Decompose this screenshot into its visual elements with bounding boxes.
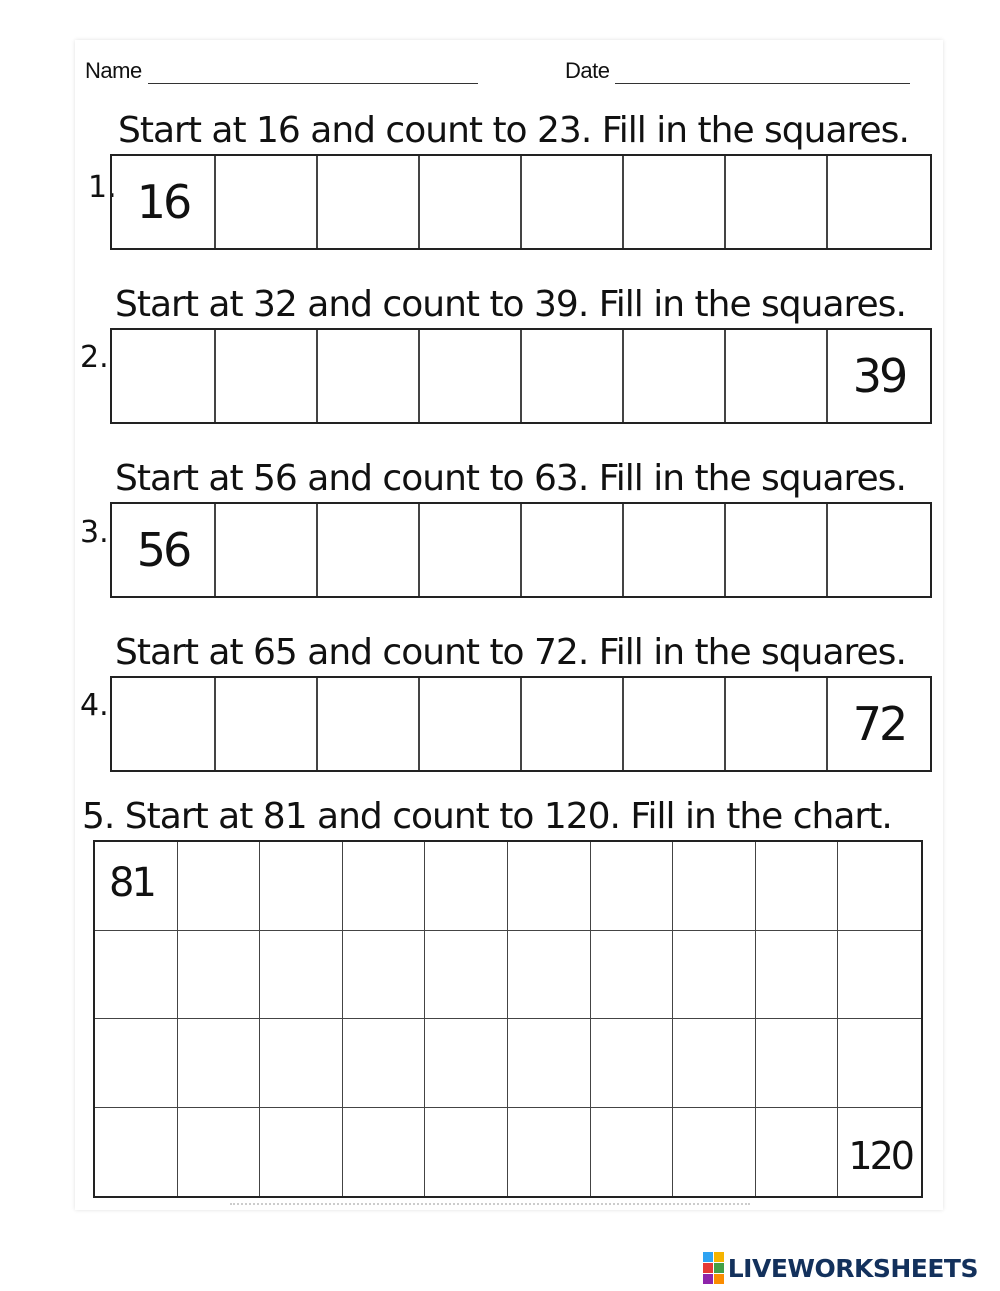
chart-cell[interactable] (756, 1019, 839, 1108)
chart-cell[interactable] (260, 1019, 343, 1108)
question-2-row (110, 328, 932, 424)
liveworksheets-brand (703, 1252, 978, 1284)
answer-square[interactable] (828, 156, 930, 248)
footer-faint-text (230, 1203, 750, 1211)
chart-cell[interactable] (178, 1108, 261, 1197)
answer-square[interactable] (726, 504, 828, 596)
answer-square[interactable] (726, 678, 828, 770)
answer-square[interactable] (318, 678, 420, 770)
chart-cell[interactable] (343, 931, 426, 1020)
question-2-prompt: Start at 32 and count to 39. Fill in the squares. (115, 284, 906, 325)
question-1-number: 1. (88, 170, 117, 205)
name-field[interactable] (85, 58, 478, 84)
question-2-number: 2. (80, 340, 109, 375)
logo-block (703, 1263, 713, 1273)
question-3-prompt: Start at 56 and count to 63. Fill in the squares. (115, 458, 906, 499)
chart-cell[interactable] (838, 1108, 921, 1197)
chart-cell[interactable] (838, 931, 921, 1020)
answer-square[interactable] (216, 330, 318, 422)
date-label: Date (565, 58, 610, 83)
answer-square[interactable] (216, 678, 318, 770)
answer-square[interactable] (726, 156, 828, 248)
chart-cell[interactable] (673, 842, 756, 931)
chart-cell[interactable] (838, 842, 921, 931)
chart-cell[interactable] (425, 842, 508, 931)
hundred-chart (93, 840, 923, 1198)
chart-cell[interactable] (425, 1019, 508, 1108)
chart-cell[interactable] (260, 842, 343, 931)
name-label: Name (85, 58, 142, 83)
answer-square[interactable]: 72 (852, 697, 906, 751)
chart-cell[interactable] (591, 931, 674, 1020)
question-1-row (110, 154, 932, 250)
chart-cell[interactable] (591, 1019, 674, 1108)
answer-square[interactable]: 39 (852, 349, 906, 403)
answer-square[interactable] (624, 678, 726, 770)
chart-cell[interactable] (425, 931, 508, 1020)
chart-cell[interactable] (756, 931, 839, 1020)
answer-square[interactable] (624, 330, 726, 422)
answer-square[interactable] (112, 678, 216, 770)
chart-cell[interactable] (673, 1108, 756, 1197)
chart-cell[interactable] (756, 842, 839, 931)
answer-square[interactable]: 16 (112, 156, 216, 248)
answer-square[interactable] (522, 330, 624, 422)
question-1-prompt: Start at 16 and count to 23. Fill in the squares. (118, 110, 909, 151)
answer-square[interactable] (420, 678, 522, 770)
chart-cell[interactable] (95, 1019, 178, 1108)
chart-cell[interactable] (343, 1108, 426, 1197)
answer-square[interactable] (216, 504, 318, 596)
chart-cell[interactable] (260, 1108, 343, 1197)
logo-block (714, 1252, 724, 1262)
logo-block (714, 1274, 724, 1284)
answer-square[interactable] (318, 504, 420, 596)
logo-block (714, 1263, 724, 1273)
answer-square[interactable] (522, 678, 624, 770)
logo-block (703, 1274, 713, 1284)
chart-cell[interactable] (838, 1019, 921, 1108)
chart-cell[interactable] (508, 1019, 591, 1108)
name-line[interactable] (148, 63, 478, 84)
answer-square[interactable] (318, 156, 420, 248)
question-4-number: 4. (80, 688, 109, 723)
chart-cell[interactable] (673, 931, 756, 1020)
answer-square[interactable] (522, 504, 624, 596)
chart-start-value: 81 (109, 860, 154, 906)
chart-cell[interactable] (95, 1108, 178, 1197)
chart-cell[interactable] (591, 1108, 674, 1197)
chart-cell[interactable] (756, 1108, 839, 1197)
question-4-row (110, 676, 932, 772)
answer-square[interactable] (522, 156, 624, 248)
question-3-row (110, 502, 932, 598)
chart-cell[interactable] (425, 1108, 508, 1197)
answer-square[interactable] (420, 156, 522, 248)
brand-name: LIVEWORKSHEETS (727, 1253, 978, 1283)
chart-cell[interactable] (178, 1019, 261, 1108)
answer-square[interactable] (216, 156, 318, 248)
answer-square[interactable] (726, 330, 828, 422)
chart-cell[interactable] (178, 842, 261, 931)
answer-square[interactable] (624, 156, 726, 248)
chart-cell[interactable] (95, 842, 178, 931)
date-line[interactable] (615, 63, 910, 84)
date-field[interactable] (565, 58, 910, 84)
liveworksheets-logo-icon (703, 1252, 724, 1284)
question-5-prompt: 5. Start at 81 and count to 120. Fill in the chart. (82, 796, 892, 837)
chart-cell[interactable] (95, 931, 178, 1020)
chart-cell[interactable] (260, 931, 343, 1020)
logo-block (703, 1252, 713, 1262)
chart-end-value: 120 (848, 1133, 912, 1178)
answer-square[interactable] (420, 504, 522, 596)
answer-square[interactable] (828, 504, 930, 596)
chart-cell[interactable] (178, 931, 261, 1020)
chart-cell[interactable] (591, 842, 674, 931)
question-4-prompt: Start at 65 and count to 72. Fill in the squares. (115, 632, 906, 673)
chart-cell[interactable] (343, 1019, 426, 1108)
chart-cell[interactable] (343, 842, 426, 931)
chart-cell[interactable] (508, 842, 591, 931)
question-3-number: 3. (80, 515, 109, 550)
chart-cell[interactable] (508, 931, 591, 1020)
answer-square[interactable] (112, 330, 216, 422)
answer-square[interactable] (624, 504, 726, 596)
chart-cell[interactable] (508, 1108, 591, 1197)
answer-square[interactable] (318, 330, 420, 422)
chart-cell[interactable] (673, 1019, 756, 1108)
answer-square[interactable] (420, 330, 522, 422)
answer-square[interactable]: 56 (112, 504, 216, 596)
